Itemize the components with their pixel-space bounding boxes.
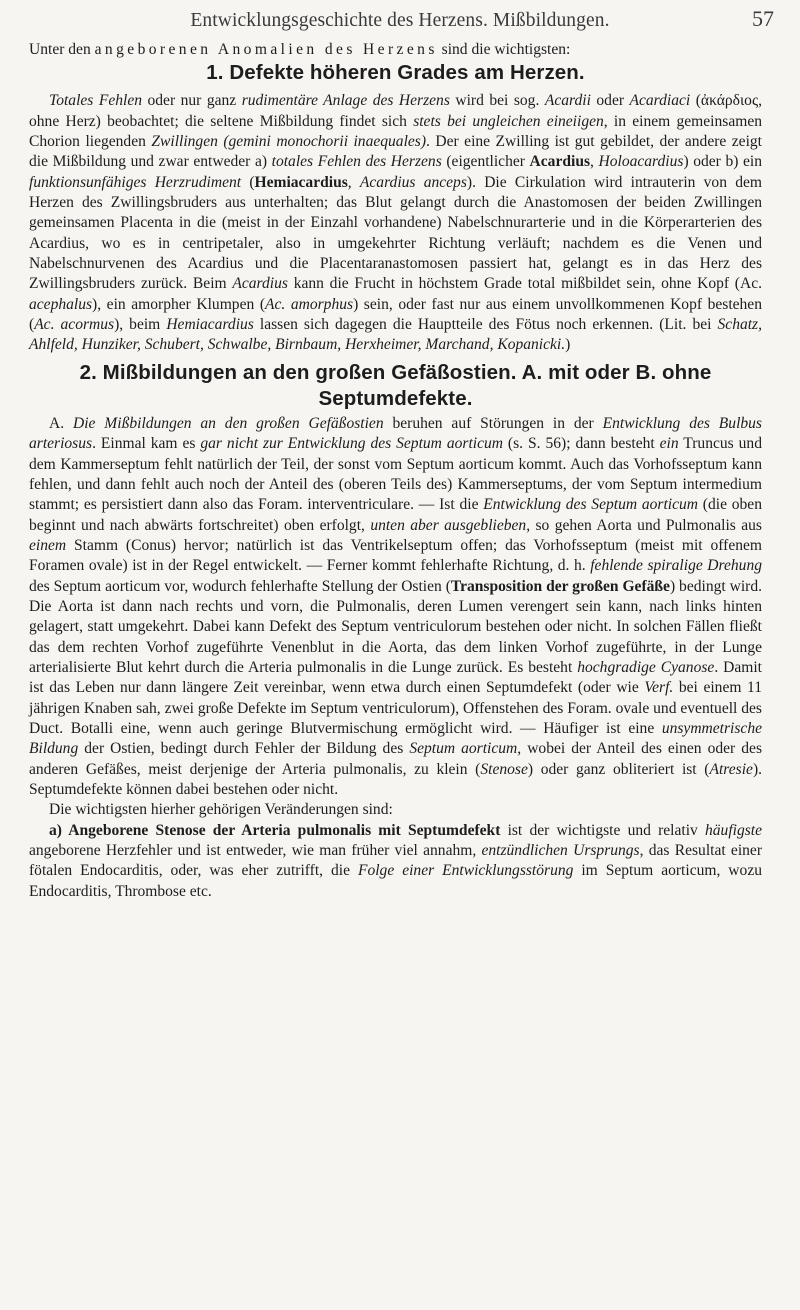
text-run: ) sein, oder fast nur aus einem unvollkommenen Kopf bestehen ( <box>29 295 762 334</box>
text-run: der Ostien, bedingt durch Fehler der Bildung des <box>78 740 410 758</box>
text-run: . Der eine Zwilling ist gut gebildet, der andere zeigt die Mißbildung und zwar entweder a) <box>29 133 762 171</box>
italic-run: ein <box>659 435 679 453</box>
text-run: , <box>590 153 599 171</box>
section-heading-1: 1. Defekte höheren Grades am Herzen. <box>206 61 585 85</box>
italic-run: Holoacardius <box>598 153 684 171</box>
text-run: A. <box>49 414 73 432</box>
text-run: , <box>347 173 360 191</box>
text-run: lassen sich dagegen die Hauptteile des Fötus noch erkennen. (Lit. bei <box>253 316 718 334</box>
text-run: ) <box>565 336 571 354</box>
intro-spaced-text: angeborenen Anomalien des Herzens <box>94 41 438 58</box>
paragraph <box>29 821 762 902</box>
italic-run: Entwicklung des Bulbus arteriosus <box>29 414 762 453</box>
text-run: (eigentlicher <box>441 153 530 171</box>
italic-run: Folge einer Entwicklungsstörung <box>357 862 574 880</box>
italic-run: stets bei ungleichen eineiigen <box>413 112 604 130</box>
text-run: kann die Frucht in höchstem Grade total mißbildet sein, ohne Kopf (Ac. <box>287 275 762 293</box>
text-run: ). Septumdefekte können dabei bestehen oder nicht. <box>29 760 763 798</box>
paragraph <box>29 800 762 820</box>
italic-run: Ac. acormus <box>34 316 115 334</box>
italic-run: hochgradige Cyanose <box>577 658 715 676</box>
paragraph <box>29 91 762 355</box>
text-run: oder <box>590 92 630 110</box>
italic-run: Die Mißbildungen an den großen Gefäßostien <box>72 414 384 432</box>
text-run: Die wichtigsten hierher gehörigen Veränderungen sind: <box>49 801 393 819</box>
italic-run: unten aber ausgeblieben <box>370 516 527 534</box>
text-run: (ἀκάρδιος, ohne Herz) beobachtet; die seltene Mißbildung findet sich <box>29 92 762 130</box>
text-run: , so gehen Aorta und Pulmonalis aus <box>526 516 762 534</box>
italic-run: acephalus <box>29 295 93 313</box>
italic-run: Acardii <box>544 92 591 110</box>
text-run: oder nur ganz <box>142 92 242 110</box>
text-run: angeborene Herzfehler und ist entweder, wie man früher viel annahm, <box>29 842 482 860</box>
text-run: ) bedingt wird. Die Aorta ist dann nach rechts und vorn, die Pulmonalis, deren Lumen verengert sein kann, nach links hinten gelagert, statt umgekehrt. Dabei kann Defekt des Septum ventriculorum bestehen oder nicht. In solchen Fällen fließt das dem rechten Vorhof zugeführte Venenblut in die Aorta, das dem linken Vorhof zugeführte, in der Lunge arterialisierte Blut kehrt durch die Arteria pulmonalis in die Lunge zurück. Es besteht <box>29 577 762 676</box>
text-run: ), ein amorpher Klumpen ( <box>92 295 265 313</box>
italic-run: Septum aorticum <box>409 740 518 758</box>
italic-run: Ac. amorphus <box>265 295 354 313</box>
page-number: 57 <box>752 6 774 31</box>
italic-run: Hemiacardius <box>166 316 254 334</box>
intro-text-end: sind die wichtigsten: <box>437 41 571 58</box>
text-run: (s. S. 56); dann besteht <box>502 435 660 453</box>
text-run: wird bei sog. <box>449 92 545 110</box>
italic-run: unsymmetrische Bildung <box>29 719 762 758</box>
italic-run: Verf. <box>644 679 674 697</box>
italic-run: Zwillingen (gemini monochorii inaequales) <box>151 133 427 151</box>
text-run: ). Die Cirkulation wird intrauterin von dem Herzen des Zwillingsbruders aus unterhalten; das Blut gelangt durch die Anastomosen der beiden Zwillingen gemeinsamen Placenta in die (meist in der Einzahl vorhandene) Nabelschnurarterie und in die Körperarterien des Acardius, wo es in centripetaler, also in umgekehrter Richtung verläuft; nachdem es die Venen und Nabelschnurvenen des Acardius und die Placentaranastomosen passiert hat, gelangt es in das Herz des Zwillingsbruders zurück. Beim <box>29 173 762 293</box>
text-run: ), beim <box>114 316 167 334</box>
section-heading-2: 2. Mißbildungen an den großen Gefäßostien. A. mit oder B. ohne Septumdefekte. <box>79 360 712 410</box>
text-run: ) oder ganz obliteriert ist ( <box>527 760 710 778</box>
italic-run: Stenose <box>480 760 528 778</box>
text-run: ist der wichtigste und relativ <box>500 821 705 839</box>
italic-run: Acardius <box>232 275 288 293</box>
intro-line <box>29 40 762 60</box>
text-run: , wobei der Anteil des einen oder des anderen Gefäßes, meist derjenige der Arteria pulmonalis, zu klein ( <box>29 740 762 778</box>
italic-run: Atresie <box>709 760 753 778</box>
text-run: (die oben beginnt und nach abwärts fortschreitet) oben erfolgt, <box>29 496 762 534</box>
italic-run: rudimentäre Anlage des Herzens <box>241 92 450 110</box>
text-run: bei einem 11 jährigen Knaben sah, zwei große Defekte im Septum ventriculorum), Offenstehen des Foram. ovale und eventuell des Duct. Botalli eine, wenn auch geringe Blutvermischung ermöglicht wird. — Häufiger ist eine <box>29 679 762 737</box>
intro-text: Unter den <box>29 41 95 58</box>
text-run: , das Resultat einer fötalen Endocarditis, oder, was eher zutrifft, die <box>29 842 762 880</box>
bold-run: a) Angeborene Stenose der Arteria pulmonalis mit Septumdefekt <box>49 821 501 839</box>
text-run: beruhen auf Störungen in der <box>383 414 603 432</box>
bold-run: Transposition der großen Gefäße <box>450 577 670 595</box>
italic-run: häufigste <box>705 821 763 839</box>
italic-run: totales Fehlen des Herzens <box>271 153 442 171</box>
italic-run: Acardius anceps <box>359 173 467 191</box>
text-run: im Septum aorticum, wozu Endocarditis, Thrombose etc. <box>29 862 762 900</box>
italic-run: fehlende spiralige Drehung <box>590 557 762 575</box>
text-run: . Einmal kam es <box>92 435 201 453</box>
text-run: Stamm (Conus) hervor; natürlich ist das Ventrikelseptum offen; das Vorhofsseptum (meist mit offenem Foramen ovale) ist in der Regel entwickelt. — Ferner kommt fehlerhafte Richtung, d. h. <box>29 536 762 575</box>
italic-run: entzündlichen Ursprungs <box>481 842 640 860</box>
text-run: , in einem gemeinsamen Chorion liegenden <box>29 112 762 151</box>
body-text <box>29 40 762 902</box>
bold-run: Acardius <box>529 153 591 171</box>
italic-run: Entwicklung des Septum aorticum <box>483 496 698 514</box>
text-run: des Septum aorticum vor, wodurch fehlerhafte Stellung der Ostien ( <box>29 577 451 595</box>
italic-run: Totales Fehlen <box>49 92 143 110</box>
text-run: . Damit ist das Leben nur dann längere Zeit vereinbar, wenn etwa durch einen Septumdefekt (oder wie <box>29 658 763 697</box>
italic-run: einem <box>29 536 67 554</box>
running-title: Entwicklungsgeschichte des Herzens. Mißbildungen. <box>190 10 610 31</box>
text-run: ) oder b) ein <box>683 153 763 171</box>
running-header <box>0 4 800 38</box>
paragraph <box>29 414 762 801</box>
italic-run: gar nicht zur Entwicklung des Septum aorticum <box>200 435 503 453</box>
italic-run: Schatz, Ahlfeld, Hunziker, Schubert, Schwalbe, Birnbaum, Herxheimer, Marchand, Kopanicki. <box>29 316 762 354</box>
bold-run: Hemiacardius <box>254 173 348 191</box>
italic-run: Acardiaci <box>629 92 691 110</box>
text-run: ( <box>241 173 255 191</box>
text-run: Truncus und dem Kammerseptum fehlt natürlich der Teil, der sonst vom Septum aorticum kommt. Auch das Vorhofsseptum kann fehlen, und dann fehlt auch noch der Anteil des (oberen Teils des) Kammerseptums, der vom Septum intermedium stammt; es persistiert dann also das Foram. interventriculare. — Ist die <box>29 435 762 514</box>
italic-run: funktionsunfähiges Herzrudiment <box>29 173 242 191</box>
